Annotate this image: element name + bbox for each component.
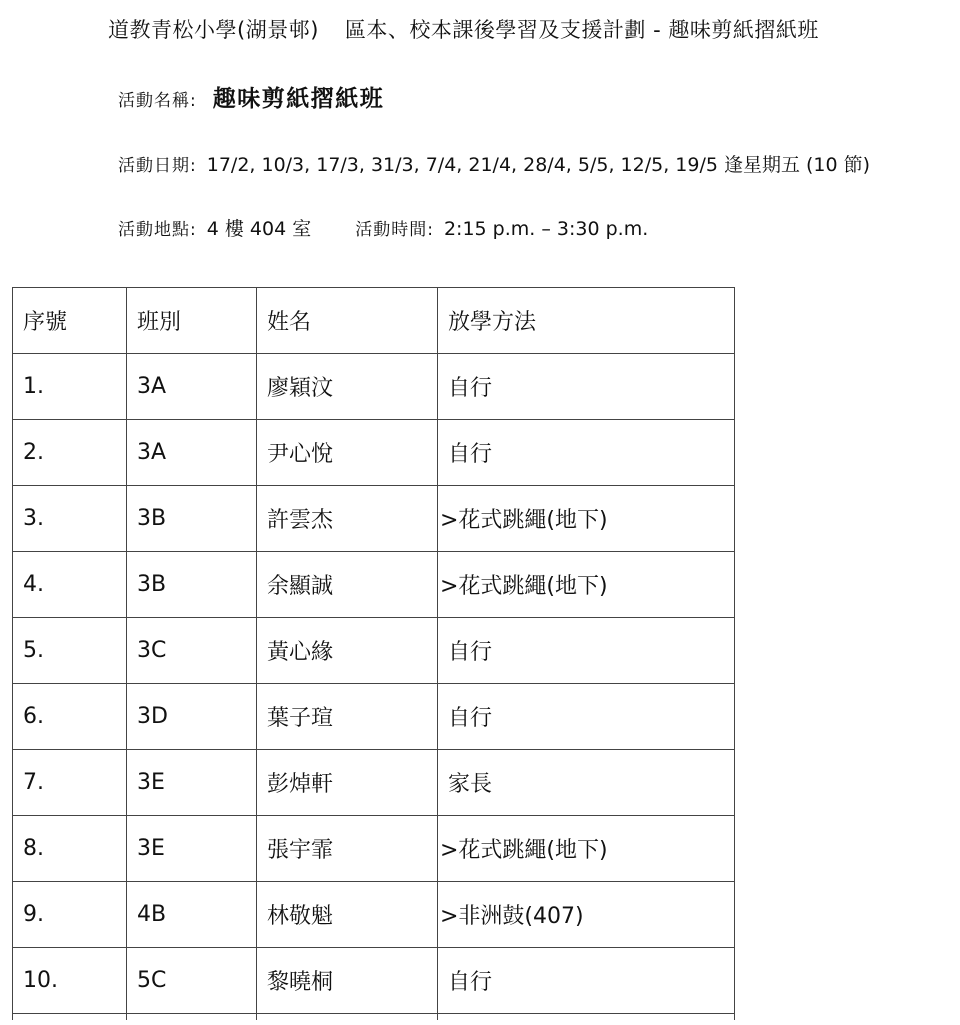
continuation-cell <box>127 1014 257 1021</box>
student-roster-table <box>12 287 735 1020</box>
row-number-cell: 8. <box>13 816 127 882</box>
table-row-continuation <box>13 1014 735 1021</box>
row-name-cell: 余顯誠 <box>257 552 438 618</box>
row-name-cell: 廖穎汶 <box>257 354 438 420</box>
activity-place-label: 活動地點: <box>118 220 197 240</box>
row-class-cell: 3B <box>127 486 257 552</box>
activity-date-label: 活動日期: <box>118 156 197 176</box>
row-number-cell: 2. <box>13 420 127 486</box>
table-row <box>13 882 735 948</box>
activity-name-label: 活動名稱: <box>118 91 197 111</box>
header-cell-number: 序號 <box>13 288 127 354</box>
row-number-cell: 4. <box>13 552 127 618</box>
row-number-cell: 1. <box>13 354 127 420</box>
row-dismissal-cell: >花式跳繩(地下) <box>438 552 735 618</box>
activity-date-row <box>118 150 870 177</box>
continuation-cell <box>257 1014 438 1021</box>
document-header <box>108 14 819 44</box>
header-cell-name: 姓名 <box>257 288 438 354</box>
table-row <box>13 684 735 750</box>
continuation-cell <box>438 1014 735 1021</box>
continuation-cell <box>13 1014 127 1021</box>
row-name-cell: 許雲杰 <box>257 486 438 552</box>
row-dismissal-cell: >非洲鼓(407) <box>438 882 735 948</box>
row-dismissal-cell: 自行 <box>438 618 735 684</box>
row-name-cell: 葉子瑄 <box>257 684 438 750</box>
row-number-cell: 10. <box>13 948 127 1014</box>
table-row <box>13 618 735 684</box>
row-dismissal-cell: 家長 <box>438 750 735 816</box>
row-dismissal-cell: 自行 <box>438 948 735 1014</box>
row-number-cell: 9. <box>13 882 127 948</box>
row-dismissal-cell: 自行 <box>438 354 735 420</box>
table-row <box>13 486 735 552</box>
table-row <box>13 948 735 1014</box>
activity-time-label: 活動時間: <box>355 220 434 240</box>
row-class-cell: 3C <box>127 618 257 684</box>
activity-name-value: 趣味剪紙摺紙班 <box>212 86 385 112</box>
table-row <box>13 552 735 618</box>
activity-time-value: 2:15 p.m. – 3:30 p.m. <box>443 218 649 240</box>
row-class-cell: 5C <box>127 948 257 1014</box>
program-title: 區本、校本課後學習及支援計劃 - 趣味剪紙摺紙班 <box>344 18 819 42</box>
table-row <box>13 420 735 486</box>
row-class-cell: 3D <box>127 684 257 750</box>
table-body <box>13 354 735 1021</box>
header-cell-dismissal: 放學方法 <box>438 288 735 354</box>
row-class-cell: 3E <box>127 816 257 882</box>
row-number-cell: 7. <box>13 750 127 816</box>
row-name-cell: 彭焯軒 <box>257 750 438 816</box>
row-dismissal-cell: >花式跳繩(地下) <box>438 816 735 882</box>
row-name-cell: 尹心悅 <box>257 420 438 486</box>
row-name-cell: 張宇霏 <box>257 816 438 882</box>
activity-date-value: 17/2, 10/3, 17/3, 31/3, 7/4, 21/4, 28/4, 5/5, 12/5, 19/5 逢星期五 (10 節) <box>206 154 871 176</box>
row-class-cell: 3B <box>127 552 257 618</box>
row-number-cell: 3. <box>13 486 127 552</box>
table-row <box>13 750 735 816</box>
row-class-cell: 3E <box>127 750 257 816</box>
activity-name-row <box>118 80 384 113</box>
table-header-row <box>13 288 735 354</box>
activity-place-time-row <box>118 214 648 241</box>
row-name-cell: 黃心緣 <box>257 618 438 684</box>
row-number-cell: 5. <box>13 618 127 684</box>
header-cell-class: 班別 <box>127 288 257 354</box>
table-row <box>13 816 735 882</box>
row-dismissal-cell: 自行 <box>438 684 735 750</box>
school-name: 道教青松小學(湖景邨) <box>108 18 319 42</box>
row-number-cell: 6. <box>13 684 127 750</box>
table-row <box>13 354 735 420</box>
activity-place-value: 4 樓 404 室 <box>206 218 312 240</box>
row-class-cell: 3A <box>127 354 257 420</box>
row-class-cell: 4B <box>127 882 257 948</box>
row-dismissal-cell: >花式跳繩(地下) <box>438 486 735 552</box>
row-dismissal-cell: 自行 <box>438 420 735 486</box>
row-class-cell: 3A <box>127 420 257 486</box>
row-name-cell: 黎曉桐 <box>257 948 438 1014</box>
row-name-cell: 林敬魁 <box>257 882 438 948</box>
